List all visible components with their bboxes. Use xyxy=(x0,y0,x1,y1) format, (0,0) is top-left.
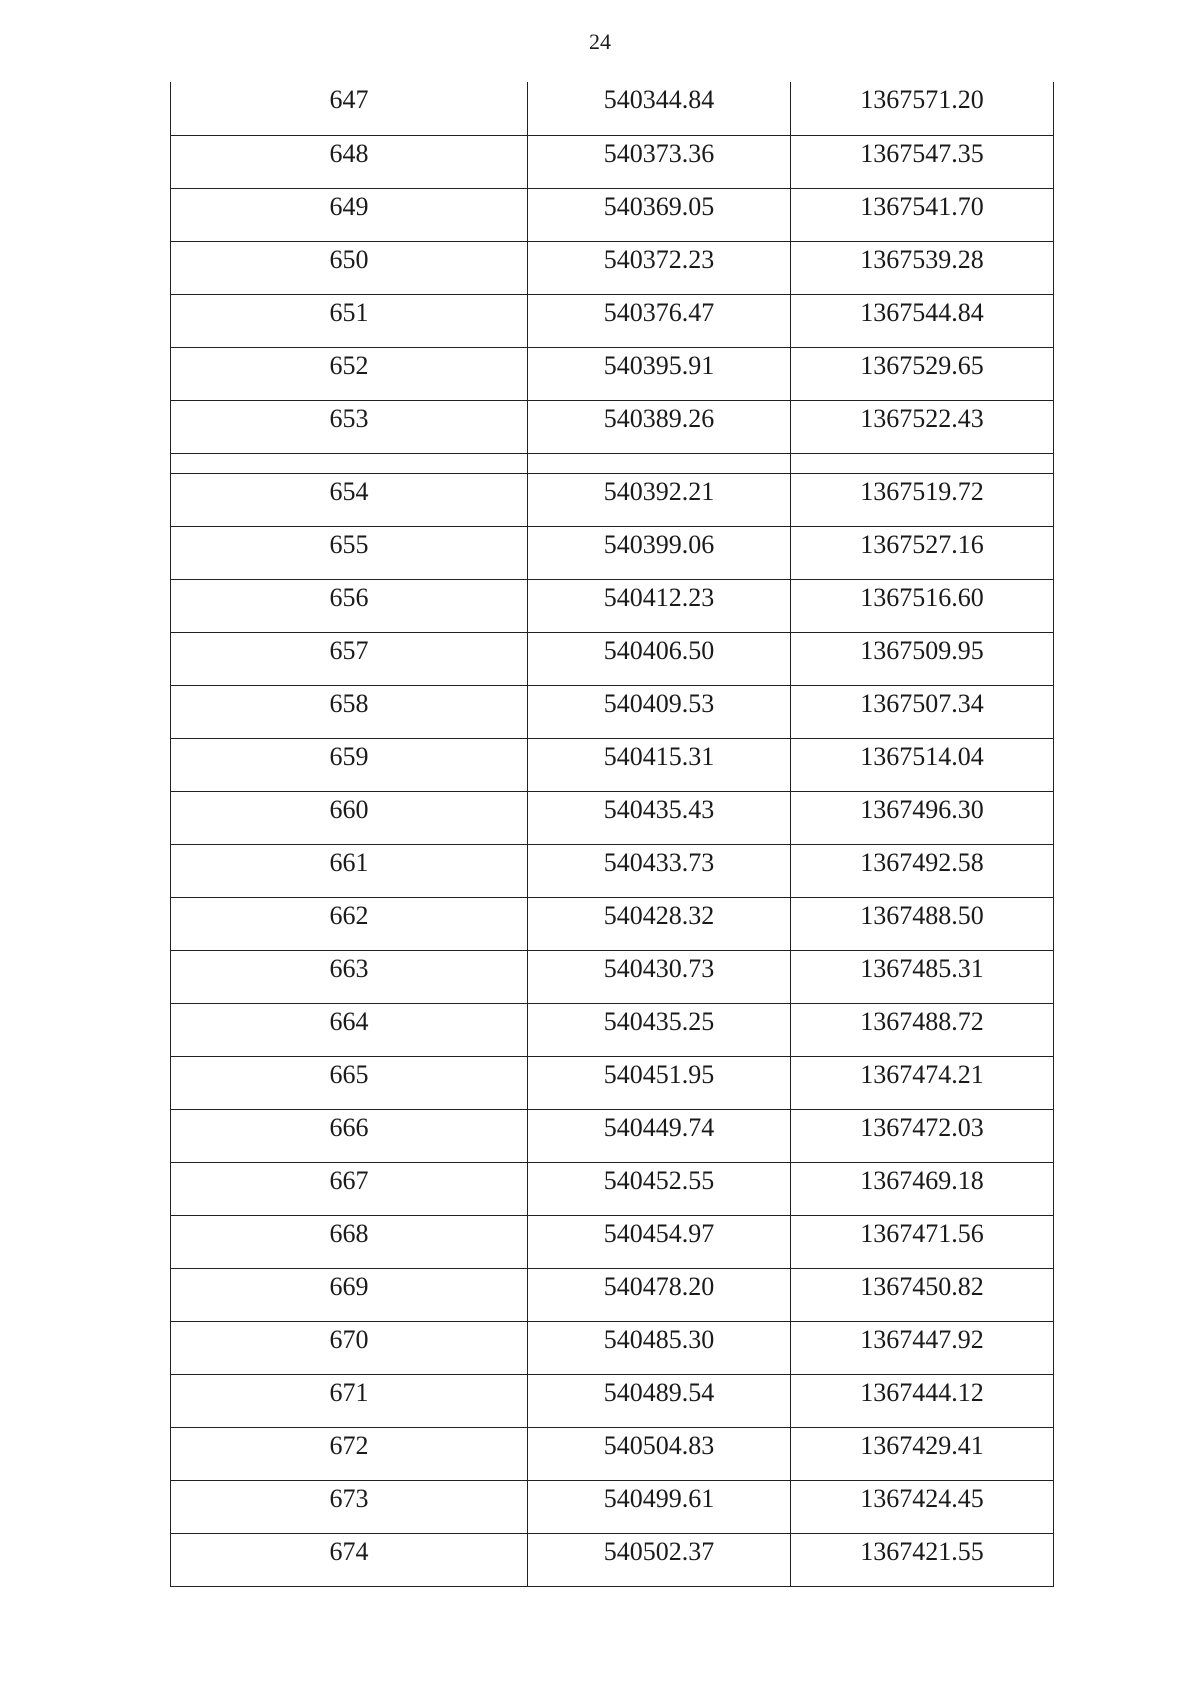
y-coordinate-cell: 1367544.84 xyxy=(791,294,1054,347)
table-row xyxy=(171,453,1054,473)
point-number-cell: 658 xyxy=(171,685,528,738)
y-coordinate-cell: 1367547.35 xyxy=(791,135,1054,188)
y-coordinate-cell: 1367541.70 xyxy=(791,188,1054,241)
point-number-cell: 667 xyxy=(171,1162,528,1215)
point-number-cell: 674 xyxy=(171,1533,528,1586)
y-coordinate-cell: 1367424.45 xyxy=(791,1480,1054,1533)
x-coordinate-cell: 540406.50 xyxy=(528,632,791,685)
y-coordinate-cell xyxy=(791,453,1054,473)
y-coordinate-cell: 1367492.58 xyxy=(791,844,1054,897)
point-number-cell: 659 xyxy=(171,738,528,791)
table-row xyxy=(171,473,1054,526)
x-coordinate-cell: 540502.37 xyxy=(528,1533,791,1586)
x-coordinate-cell: 540389.26 xyxy=(528,400,791,453)
point-number-cell: 647 xyxy=(171,82,528,135)
table-row xyxy=(171,135,1054,188)
point-number-cell: 670 xyxy=(171,1321,528,1374)
x-coordinate-cell: 540430.73 xyxy=(528,950,791,1003)
x-coordinate-cell: 540428.32 xyxy=(528,897,791,950)
y-coordinate-cell: 1367507.34 xyxy=(791,685,1054,738)
x-coordinate-cell: 540452.55 xyxy=(528,1162,791,1215)
x-coordinate-cell: 540392.21 xyxy=(528,473,791,526)
y-coordinate-cell: 1367527.16 xyxy=(791,526,1054,579)
table-row xyxy=(171,188,1054,241)
table-row xyxy=(171,82,1054,135)
point-number-cell: 664 xyxy=(171,1003,528,1056)
point-number-cell: 669 xyxy=(171,1268,528,1321)
x-coordinate-cell: 540395.91 xyxy=(528,347,791,400)
x-coordinate-cell: 540399.06 xyxy=(528,526,791,579)
y-coordinate-cell: 1367514.04 xyxy=(791,738,1054,791)
y-coordinate-cell: 1367421.55 xyxy=(791,1533,1054,1586)
point-number-cell: 666 xyxy=(171,1109,528,1162)
x-coordinate-cell: 540372.23 xyxy=(528,241,791,294)
point-number-cell: 660 xyxy=(171,791,528,844)
y-coordinate-cell: 1367488.72 xyxy=(791,1003,1054,1056)
table-row xyxy=(171,685,1054,738)
y-coordinate-cell: 1367447.92 xyxy=(791,1321,1054,1374)
x-coordinate-cell: 540433.73 xyxy=(528,844,791,897)
x-coordinate-cell xyxy=(528,453,791,473)
page-number: 24 xyxy=(589,29,611,54)
y-coordinate-cell: 1367522.43 xyxy=(791,400,1054,453)
point-number-cell: 668 xyxy=(171,1215,528,1268)
point-number-cell: 656 xyxy=(171,579,528,632)
y-coordinate-cell: 1367509.95 xyxy=(791,632,1054,685)
y-coordinate-cell: 1367472.03 xyxy=(791,1109,1054,1162)
table-row xyxy=(171,791,1054,844)
table-row xyxy=(171,632,1054,685)
table-row xyxy=(171,1215,1054,1268)
x-coordinate-cell: 540376.47 xyxy=(528,294,791,347)
x-coordinate-cell: 540451.95 xyxy=(528,1056,791,1109)
coordinates-table-body xyxy=(171,82,1054,1586)
point-number-cell: 649 xyxy=(171,188,528,241)
x-coordinate-cell: 540344.84 xyxy=(528,82,791,135)
table-row xyxy=(171,526,1054,579)
table-row xyxy=(171,1056,1054,1109)
table-row xyxy=(171,1268,1054,1321)
point-number-cell: 653 xyxy=(171,400,528,453)
table-row xyxy=(171,1003,1054,1056)
table-row xyxy=(171,738,1054,791)
y-coordinate-cell: 1367429.41 xyxy=(791,1427,1054,1480)
table-row xyxy=(171,1427,1054,1480)
y-coordinate-cell: 1367571.20 xyxy=(791,82,1054,135)
point-number-cell: 654 xyxy=(171,473,528,526)
point-number-cell: 673 xyxy=(171,1480,528,1533)
y-coordinate-cell: 1367488.50 xyxy=(791,897,1054,950)
y-coordinate-cell: 1367516.60 xyxy=(791,579,1054,632)
x-coordinate-cell: 540449.74 xyxy=(528,1109,791,1162)
x-coordinate-cell: 540415.31 xyxy=(528,738,791,791)
table-row xyxy=(171,950,1054,1003)
point-number-cell: 663 xyxy=(171,950,528,1003)
y-coordinate-cell: 1367450.82 xyxy=(791,1268,1054,1321)
table-row xyxy=(171,1321,1054,1374)
x-coordinate-cell: 540485.30 xyxy=(528,1321,791,1374)
point-number-cell: 655 xyxy=(171,526,528,579)
x-coordinate-cell: 540435.43 xyxy=(528,791,791,844)
x-coordinate-cell: 540412.23 xyxy=(528,579,791,632)
x-coordinate-cell: 540489.54 xyxy=(528,1374,791,1427)
y-coordinate-cell: 1367469.18 xyxy=(791,1162,1054,1215)
x-coordinate-cell: 540369.05 xyxy=(528,188,791,241)
y-coordinate-cell: 1367496.30 xyxy=(791,791,1054,844)
x-coordinate-cell: 540409.53 xyxy=(528,685,791,738)
point-number-cell: 648 xyxy=(171,135,528,188)
table-row xyxy=(171,1374,1054,1427)
y-coordinate-cell: 1367474.21 xyxy=(791,1056,1054,1109)
point-number-cell: 651 xyxy=(171,294,528,347)
y-coordinate-cell: 1367444.12 xyxy=(791,1374,1054,1427)
point-number-cell: 657 xyxy=(171,632,528,685)
table-row xyxy=(171,347,1054,400)
table-row xyxy=(171,1533,1054,1586)
table-row xyxy=(171,897,1054,950)
y-coordinate-cell: 1367485.31 xyxy=(791,950,1054,1003)
point-number-cell: 672 xyxy=(171,1427,528,1480)
table-row xyxy=(171,294,1054,347)
point-number-cell: 671 xyxy=(171,1374,528,1427)
table-row xyxy=(171,1109,1054,1162)
point-number-cell: 665 xyxy=(171,1056,528,1109)
y-coordinate-cell: 1367519.72 xyxy=(791,473,1054,526)
coordinates-table xyxy=(170,82,1054,1587)
point-number-cell xyxy=(171,453,528,473)
table-row xyxy=(171,400,1054,453)
table-row xyxy=(171,1480,1054,1533)
table-row xyxy=(171,241,1054,294)
table-row xyxy=(171,1162,1054,1215)
x-coordinate-cell: 540499.61 xyxy=(528,1480,791,1533)
y-coordinate-cell: 1367471.56 xyxy=(791,1215,1054,1268)
x-coordinate-cell: 540454.97 xyxy=(528,1215,791,1268)
y-coordinate-cell: 1367529.65 xyxy=(791,347,1054,400)
point-number-cell: 650 xyxy=(171,241,528,294)
point-number-cell: 661 xyxy=(171,844,528,897)
point-number-cell: 662 xyxy=(171,897,528,950)
table-row xyxy=(171,579,1054,632)
table-row xyxy=(171,844,1054,897)
x-coordinate-cell: 540504.83 xyxy=(528,1427,791,1480)
x-coordinate-cell: 540478.20 xyxy=(528,1268,791,1321)
x-coordinate-cell: 540373.36 xyxy=(528,135,791,188)
point-number-cell: 652 xyxy=(171,347,528,400)
x-coordinate-cell: 540435.25 xyxy=(528,1003,791,1056)
y-coordinate-cell: 1367539.28 xyxy=(791,241,1054,294)
